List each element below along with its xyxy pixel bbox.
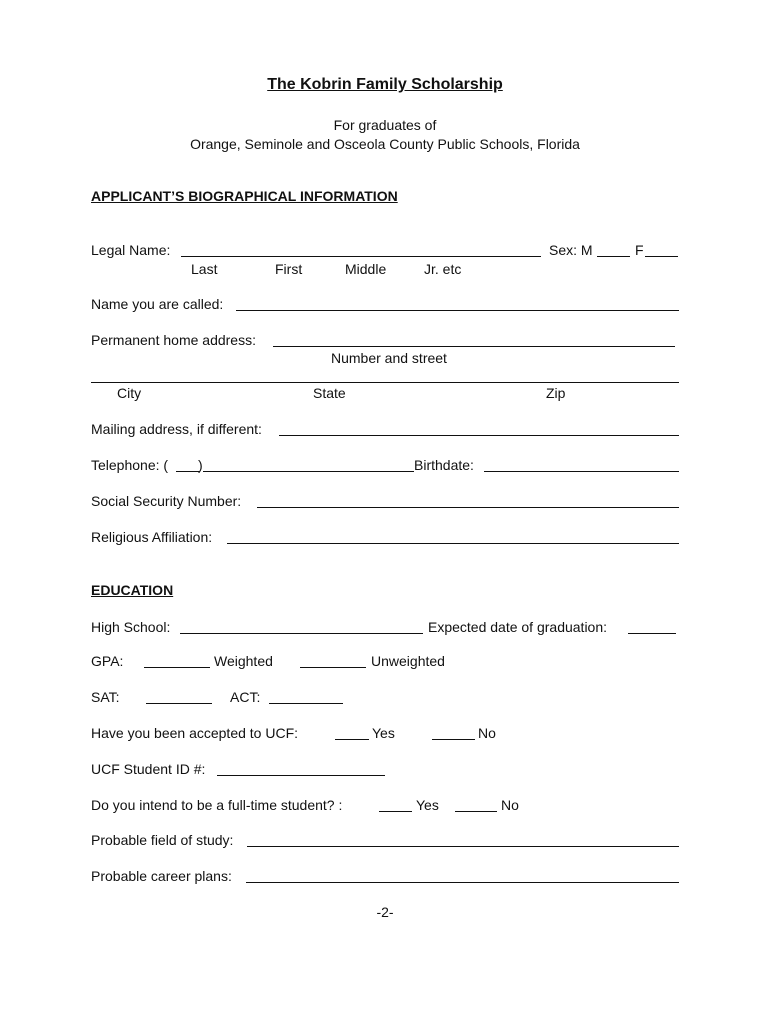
section-heading-education: EDUCATION xyxy=(91,582,174,598)
ucf-accepted-yes-field[interactable] xyxy=(335,739,369,740)
home-address-label: Permanent home address: xyxy=(91,332,256,348)
telephone-number-field[interactable] xyxy=(203,471,414,472)
telephone-paren: ) xyxy=(198,457,203,473)
religious-affiliation-field[interactable] xyxy=(227,543,679,544)
field-of-study-label: Probable field of study: xyxy=(91,832,234,848)
name-part-last: Last xyxy=(191,261,218,277)
form-subtitle: For graduates of xyxy=(333,117,437,133)
act-field[interactable] xyxy=(269,703,343,704)
career-plans-label: Probable career plans: xyxy=(91,868,232,884)
full-time-yes-field[interactable] xyxy=(379,811,412,812)
zip-caption: Zip xyxy=(546,385,566,401)
ucf-accepted-no-field[interactable] xyxy=(432,739,475,740)
gpa-label: GPA: xyxy=(91,653,124,669)
gpa-unweighted-label: Unweighted xyxy=(371,653,445,669)
city-caption: City xyxy=(117,385,142,401)
ucf-student-id-field[interactable] xyxy=(217,775,385,776)
career-plans-field[interactable] xyxy=(246,882,679,883)
name-called-label: Name you are called: xyxy=(91,296,224,312)
ssn-field[interactable] xyxy=(257,507,679,508)
ucf-accepted-label: Have you been accepted to UCF: xyxy=(91,725,299,741)
full-time-label: Do you intend to be a full-time student? : xyxy=(91,797,343,813)
name-called-field[interactable] xyxy=(236,310,679,311)
high-school-field[interactable] xyxy=(180,633,423,634)
sex-m-field[interactable] xyxy=(597,256,630,257)
sat-field[interactable] xyxy=(146,703,212,704)
graduation-date-label: Expected date of graduation: xyxy=(428,619,608,635)
gpa-weighted-field[interactable] xyxy=(144,667,210,668)
mailing-address-label: Mailing address, if different: xyxy=(91,421,262,437)
ucf-accepted-yes-label: Yes xyxy=(372,725,395,741)
home-address-city-field[interactable] xyxy=(91,382,679,383)
sex-label: Sex: M xyxy=(549,242,593,258)
home-address-street-field[interactable] xyxy=(273,346,675,347)
name-part-first: First xyxy=(275,261,303,277)
ucf-accepted-no-label: No xyxy=(478,725,496,741)
street-caption: Number and street xyxy=(331,350,447,366)
high-school-label: High School: xyxy=(91,619,171,635)
ssn-label: Social Security Number: xyxy=(91,493,242,509)
telephone-area-code-field[interactable] xyxy=(176,471,200,472)
religious-affiliation-label: Religious Affiliation: xyxy=(91,529,213,545)
field-of-study-field[interactable] xyxy=(247,846,679,847)
form-subtitle-districts: Orange, Seminole and Osceola County Public Schools, Florida xyxy=(190,136,580,152)
telephone-label: Telephone: ( xyxy=(91,457,169,473)
page-number: -2- xyxy=(376,904,394,920)
sat-label: SAT: xyxy=(91,689,120,705)
sex-f-field[interactable] xyxy=(645,256,678,257)
ucf-student-id-label: UCF Student ID #: xyxy=(91,761,206,777)
graduation-date-field[interactable] xyxy=(628,633,676,634)
section-heading-biographical: APPLICANT’S BIOGRAPHICAL INFORMATION xyxy=(91,188,398,204)
full-time-no-label: No xyxy=(501,797,519,813)
full-time-yes-label: Yes xyxy=(416,797,439,813)
mailing-address-field[interactable] xyxy=(279,435,679,436)
birthdate-field[interactable] xyxy=(484,471,679,472)
legal-name-label: Legal Name: xyxy=(91,242,171,258)
legal-name-field[interactable] xyxy=(181,256,541,257)
full-time-no-field[interactable] xyxy=(455,811,497,812)
birthdate-label: Birthdate: xyxy=(414,457,474,473)
gpa-weighted-label: Weighted xyxy=(214,653,273,669)
form-title: The Kobrin Family Scholarship xyxy=(267,76,503,93)
act-label: ACT: xyxy=(230,689,261,705)
name-part-suffix: Jr. etc xyxy=(424,261,462,277)
state-caption: State xyxy=(313,385,346,401)
name-part-middle: Middle xyxy=(345,261,387,277)
sex-f-label: F xyxy=(635,242,644,258)
gpa-unweighted-field[interactable] xyxy=(300,667,366,668)
